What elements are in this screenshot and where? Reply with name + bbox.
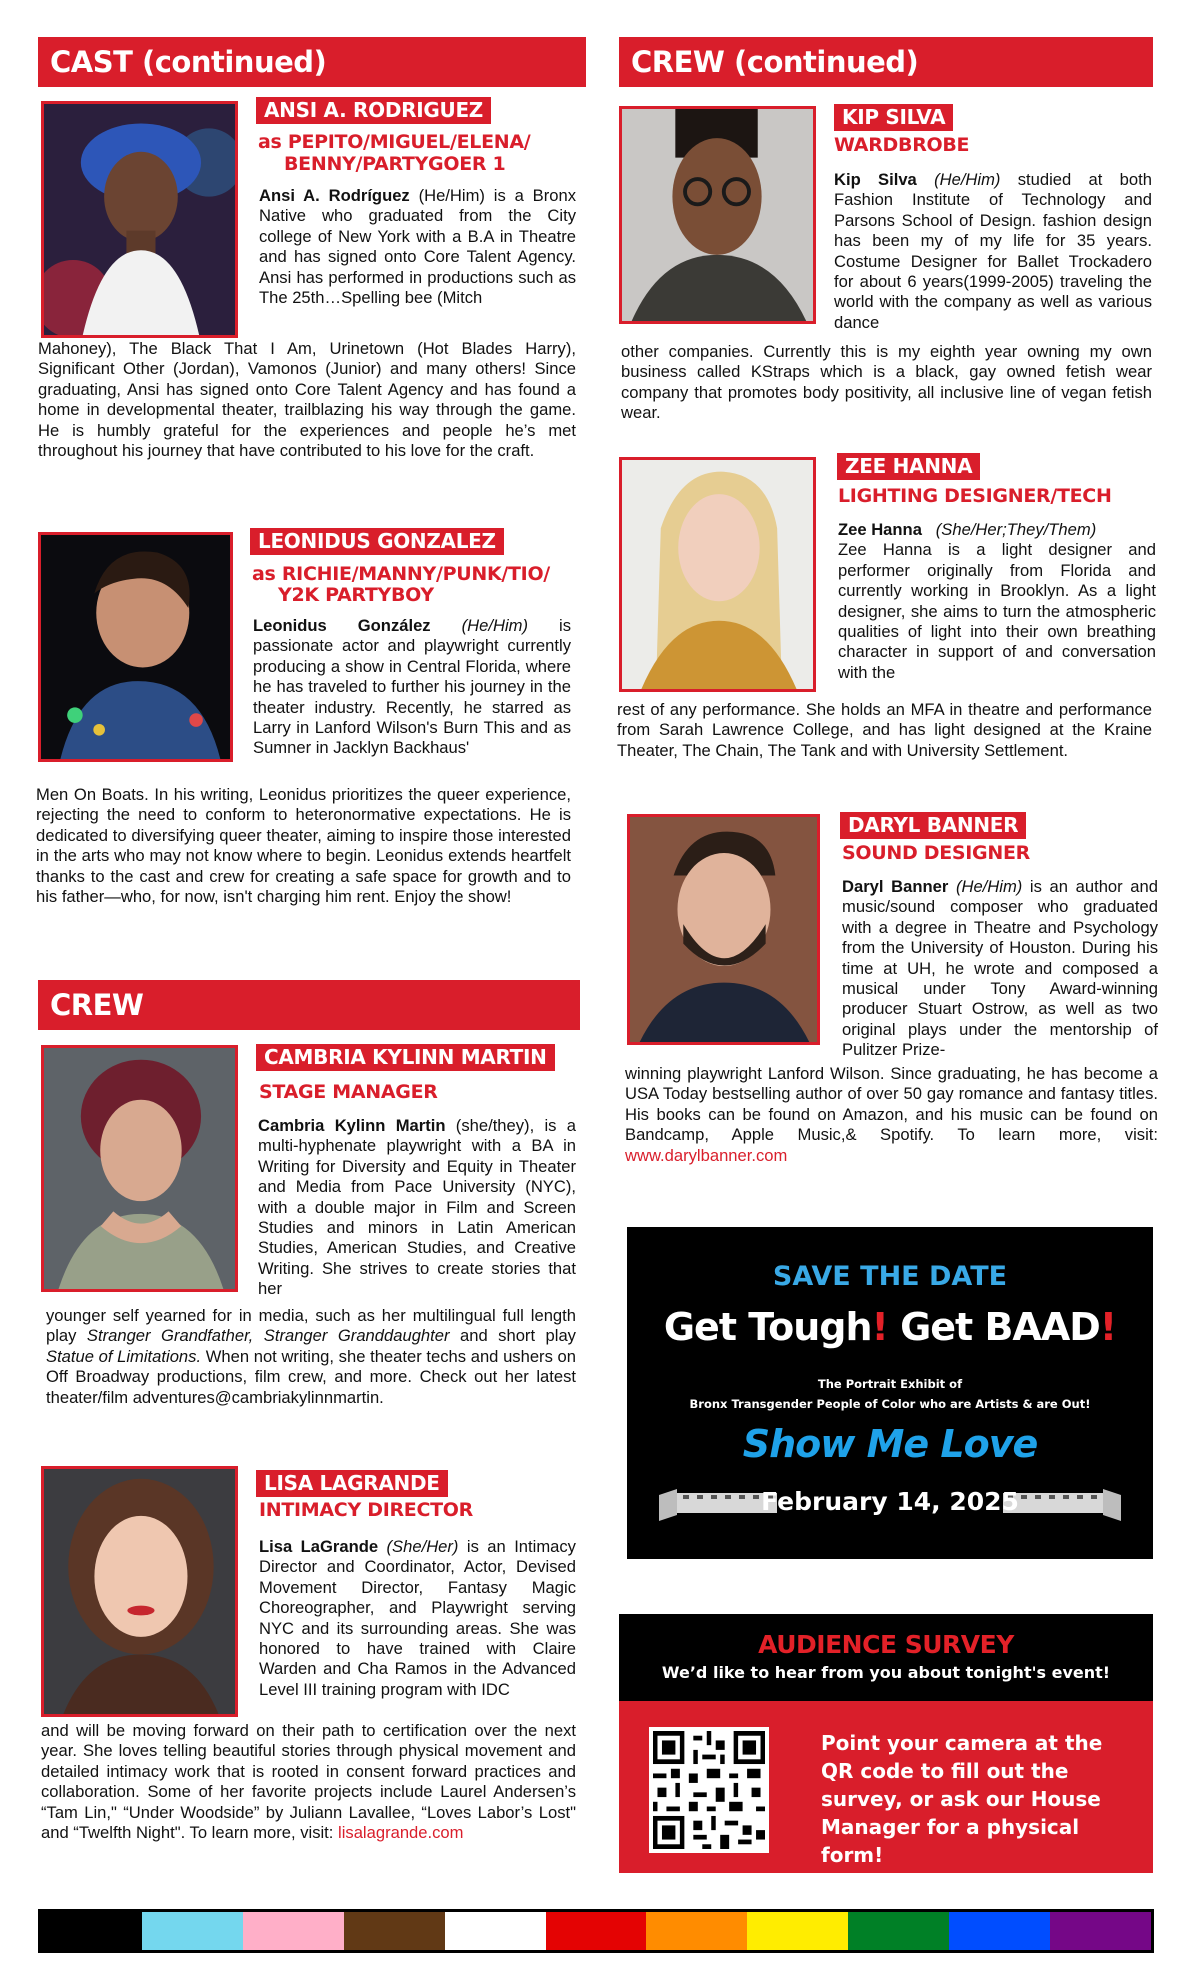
zee-bio-text-1: Zee Hanna is a light designer and performer originally from Florida and currently working in Brooklyn. As a light designer, she aims to turn the atmospheric qualities of light into their own breathing character in support of and conversation with the xyxy=(838,540,1156,682)
pride-stripe-4 xyxy=(445,1912,546,1950)
lisa-bio-top xyxy=(259,1537,576,1700)
daryl-role: SOUND DESIGNER xyxy=(842,842,1030,864)
zee-bio-top xyxy=(838,520,1156,683)
cambria-bio-text-2c: and short play xyxy=(449,1326,576,1346)
zee-bio-name: Zee Hanna xyxy=(838,520,922,539)
lisa-bio-name: Lisa LaGrande xyxy=(259,1537,379,1556)
leonidus-bio-text-1: is passionate actor and playwright currently producing a show in Central Florida, where he has traveled to further his journey in the theater industry. Recently, he starred as Larry in Lanford Wilson's Burn This and as Sumner in Jacklyn Backhaus' xyxy=(253,616,571,758)
crew-banner: CREW xyxy=(38,980,580,1030)
cambria-bio-text-1: (she/they), is a multi-hyphenate playwright with a BA in Writing for Diversity and Equity in Theater and Media from Pace University (NYC), with a double major in Film and Screen Studies and minors in Latin American Studies, American Studies, and Creative Writing. She strives to create stories that her xyxy=(258,1116,577,1299)
save-the-date-title: SAVE THE DATE xyxy=(772,1261,1008,1292)
zee-role: LIGHTING DESIGNER/TECH xyxy=(838,485,1112,507)
exhibit-subtitle-1: The Portrait Exhibit of xyxy=(817,1377,963,1391)
ansi-photo xyxy=(41,101,238,338)
show-title: Show Me Love xyxy=(742,1422,1038,1466)
lisa-name: LISA LAGRANDE xyxy=(256,1470,448,1497)
daryl-name: DARYL BANNER xyxy=(840,812,1026,839)
ansi-role-line-1: as PEPITO/MIGUEL/ELENA/ xyxy=(258,131,531,153)
pride-stripe-7 xyxy=(747,1912,848,1950)
leonidus-role-line-2: Y2K PARTYBOY xyxy=(278,584,434,606)
ansi-name: ANSI A. RODRIGUEZ xyxy=(256,97,491,124)
survey-header xyxy=(619,1614,1153,1701)
zee-bio-pronouns: (She/Her;They/Them) xyxy=(935,520,1097,539)
cambria-bio-text-2d: Statue of Limitations. xyxy=(46,1346,202,1366)
cambria-bio-text-2b: Stranger Grandfather, Stranger Granddaughter xyxy=(86,1326,450,1346)
cambria-photo xyxy=(41,1045,238,1292)
leonidus-photo xyxy=(38,532,233,762)
lisa-website-link[interactable]: lisalagrande.com xyxy=(338,1823,464,1843)
lisa-bio-text-1: is an Intimacy Director and Coordinator, Actor, Devised Movement Director, Fantasy Magic Choreographer, and Playwright serving NYC and its surrounding areas. She was honored to have trained with Claire Warden and Cha Ramos in the Advanced Level III training program with IDC xyxy=(259,1537,576,1699)
survey-instructions: Point your camera at the QR code to fill out the survey, or ask our House Manager for a physical form! xyxy=(821,1731,1103,1867)
pride-color-stripe xyxy=(38,1909,1154,1953)
cambria-bio-name: Cambria Kylinn Martin xyxy=(258,1116,446,1135)
kip-bio-bottom: other companies. Currently this is my eighth year owning my own business called KStraps which is a black, gay owned fetish wear company that promotes body positivity, all inclusive line of vegan fetish wear. xyxy=(621,342,1152,423)
pride-stripe-3 xyxy=(344,1912,445,1950)
lisa-bio-bottom xyxy=(41,1721,576,1843)
headline-part-2: Get BAAD xyxy=(887,1305,1100,1349)
leonidus-role-line-1: as RICHIE/MANNY/PUNK/TIO/ xyxy=(252,563,550,585)
lisa-bio-text-2: and will be moving forward on their path to certification over the next year. She loves telling beautiful stories through physical movement and detailed intimacy work that is rooted in consent forward practices and collaboration. Some of her favorite projects include Laurel Andersen’s “Tam Lin," “Under Woodside” by Juliann Lavallee, “Loves Labor’s Lost" and “Twelfth Night". To learn more, visit: xyxy=(41,1721,576,1843)
survey-title: AUDIENCE SURVEY xyxy=(758,1630,1014,1659)
leonidus-bio-pronouns: (He/Him) xyxy=(461,616,528,635)
headline-part-1: Get Tough xyxy=(663,1305,872,1349)
pride-stripe-2 xyxy=(243,1912,344,1950)
kip-photo xyxy=(619,106,816,324)
pride-stripe-10 xyxy=(1050,1912,1151,1950)
daryl-photo xyxy=(627,814,820,1045)
save-the-date-panel xyxy=(627,1227,1153,1559)
lisa-bio-pronouns: (She/Her) xyxy=(386,1537,459,1556)
daryl-website-link[interactable]: www.darylbanner.com xyxy=(625,1145,788,1165)
pride-stripe-1 xyxy=(142,1912,243,1950)
cambria-bio-bottom xyxy=(46,1306,576,1408)
pride-stripe-6 xyxy=(646,1912,747,1950)
lisa-photo xyxy=(41,1466,238,1717)
daryl-bio-name: Daryl Banner xyxy=(842,877,949,896)
ansi-role-line-2: BENNY/PARTYGOER 1 xyxy=(284,153,506,175)
headline-bang-1: ! xyxy=(871,1305,888,1349)
kip-bio-pronouns: (He/Him) xyxy=(934,170,1001,189)
kip-name: KIP SILVA xyxy=(834,104,953,131)
survey-qr-code[interactable] xyxy=(649,1727,769,1853)
pride-stripe-5 xyxy=(546,1912,647,1950)
cambria-bio-top xyxy=(258,1116,576,1300)
event-date: February 14, 2025 xyxy=(761,1487,1019,1516)
cambria-bio-text-2e: When not writing, she theater techs and ushers on Off Broadway productions, film crew, and more. Check out her latest theater/film adventures@cambriakylinnmartin. xyxy=(46,1346,576,1407)
zee-bio-bottom: rest of any performance. She holds an MFA in theatre and performance from Sarah Lawrence College, and has light designed at the Kraine Theater, The Chain, The Tank and with University Settlement. xyxy=(617,700,1152,760)
zee-photo xyxy=(619,457,816,692)
crew-continued-banner: CREW (continued) xyxy=(619,37,1153,87)
daryl-bio-text-2: winning playwright Lanford Wilson. Since graduating, he has become a USA Today bestselling author of over 50 gay romance and fantasy titles. His books can be found on Amazon, and his music can be found on Bandcamp, Apple Music,& Spotify. To learn more, visit: xyxy=(625,1064,1158,1145)
cast-continued-banner: CAST (continued) xyxy=(38,37,586,87)
cambria-bio-text-2a: younger self yearned for in media, such as her multilingual full length play xyxy=(46,1306,576,1346)
ansi-bio-bottom: Mahoney), The Black That I Am, Urinetown (Hot Blades Harry), Significant Other (Jordan), Vamonos (Junior) and many others! Since graduating, Ansi has signed onto Core Talent Agency and has found a home in developmental theater, trailblazing his way through the game. He is humbly grateful for the experiences and people he’s met throughout his journey that have contributed to his love for the craft. xyxy=(38,339,576,461)
exhibit-subtitle-2: Bronx Transgender People of Color who are Artists & are Out! xyxy=(689,1397,1091,1411)
kip-bio-name: Kip Silva xyxy=(834,170,917,189)
daryl-bio-top xyxy=(842,877,1158,1061)
kip-bio-text-1: studied at both Fashion Institute of Technology and Parsons School of Design. fashion design has been my of my life for 35 years. Costume Designer for Ballet Trockadero for about 6 years(1999-2005) traveling the world with the company as well as various dance xyxy=(834,170,1152,332)
save-the-date-headline xyxy=(627,1305,1153,1349)
leonidus-bio-bottom: Men On Boats. In his writing, Leonidus prioritizes the queer experience, rejecting the need to conform to heteronormative expectations. He is dedicated to diversifying queer theater, aiming to inspire those interested in the arts who may not know where to begin. Leonidus extends heartfelt thanks to the cast and crew for creating a safe space for growth and to his father—who, for now, isn't charging him rent. Enjoy the show! xyxy=(36,785,571,907)
lisa-role: INTIMACY DIRECTOR xyxy=(259,1499,473,1521)
kip-bio-top xyxy=(834,170,1152,333)
kip-role: WARDBROBE xyxy=(834,134,970,156)
leonidus-bio-top xyxy=(253,616,571,759)
survey-body xyxy=(619,1701,1153,1873)
cambria-name: CAMBRIA KYLINN MARTIN xyxy=(256,1044,555,1071)
daryl-bio-bottom xyxy=(625,1064,1158,1166)
leonidus-name: LEONIDUS GONZALEZ xyxy=(250,528,504,555)
leonidus-bio-name: Leonidus González xyxy=(253,616,431,635)
cambria-role: STAGE MANAGER xyxy=(259,1081,438,1103)
ansi-bio-name: Ansi A. Rodríguez xyxy=(259,186,410,205)
pride-stripe-8 xyxy=(848,1912,949,1950)
daryl-bio-pronouns: (He/Him) xyxy=(955,877,1023,896)
survey-subtitle: We’d like to hear from you about tonight's event! xyxy=(661,1663,1111,1682)
headline-bang-2: ! xyxy=(1099,1305,1117,1349)
pride-stripe-9 xyxy=(949,1912,1050,1950)
pride-stripe-0 xyxy=(41,1912,142,1950)
daryl-bio-text-1: is an author and music/sound composer who graduated with a degree in Theatre and Psychology from the University of Houston. During his time at UH, he wrote and composed a musical under Tony Award-winning producer Stuart Ostrow, as well as two original plays under the mentorship of Pulitzer Prize- xyxy=(842,877,1158,1060)
ansi-bio-top xyxy=(259,186,576,308)
zee-name: ZEE HANNA xyxy=(837,453,980,480)
ansi-bio-text-1: (He/Him) is a Bronx Native who graduated from the City college of New York with a B.A in Theatre and has signed onto Core Talent Agency. Ansi has performed in productions such as The 25th…Spelling bee (Mitch xyxy=(259,186,576,308)
